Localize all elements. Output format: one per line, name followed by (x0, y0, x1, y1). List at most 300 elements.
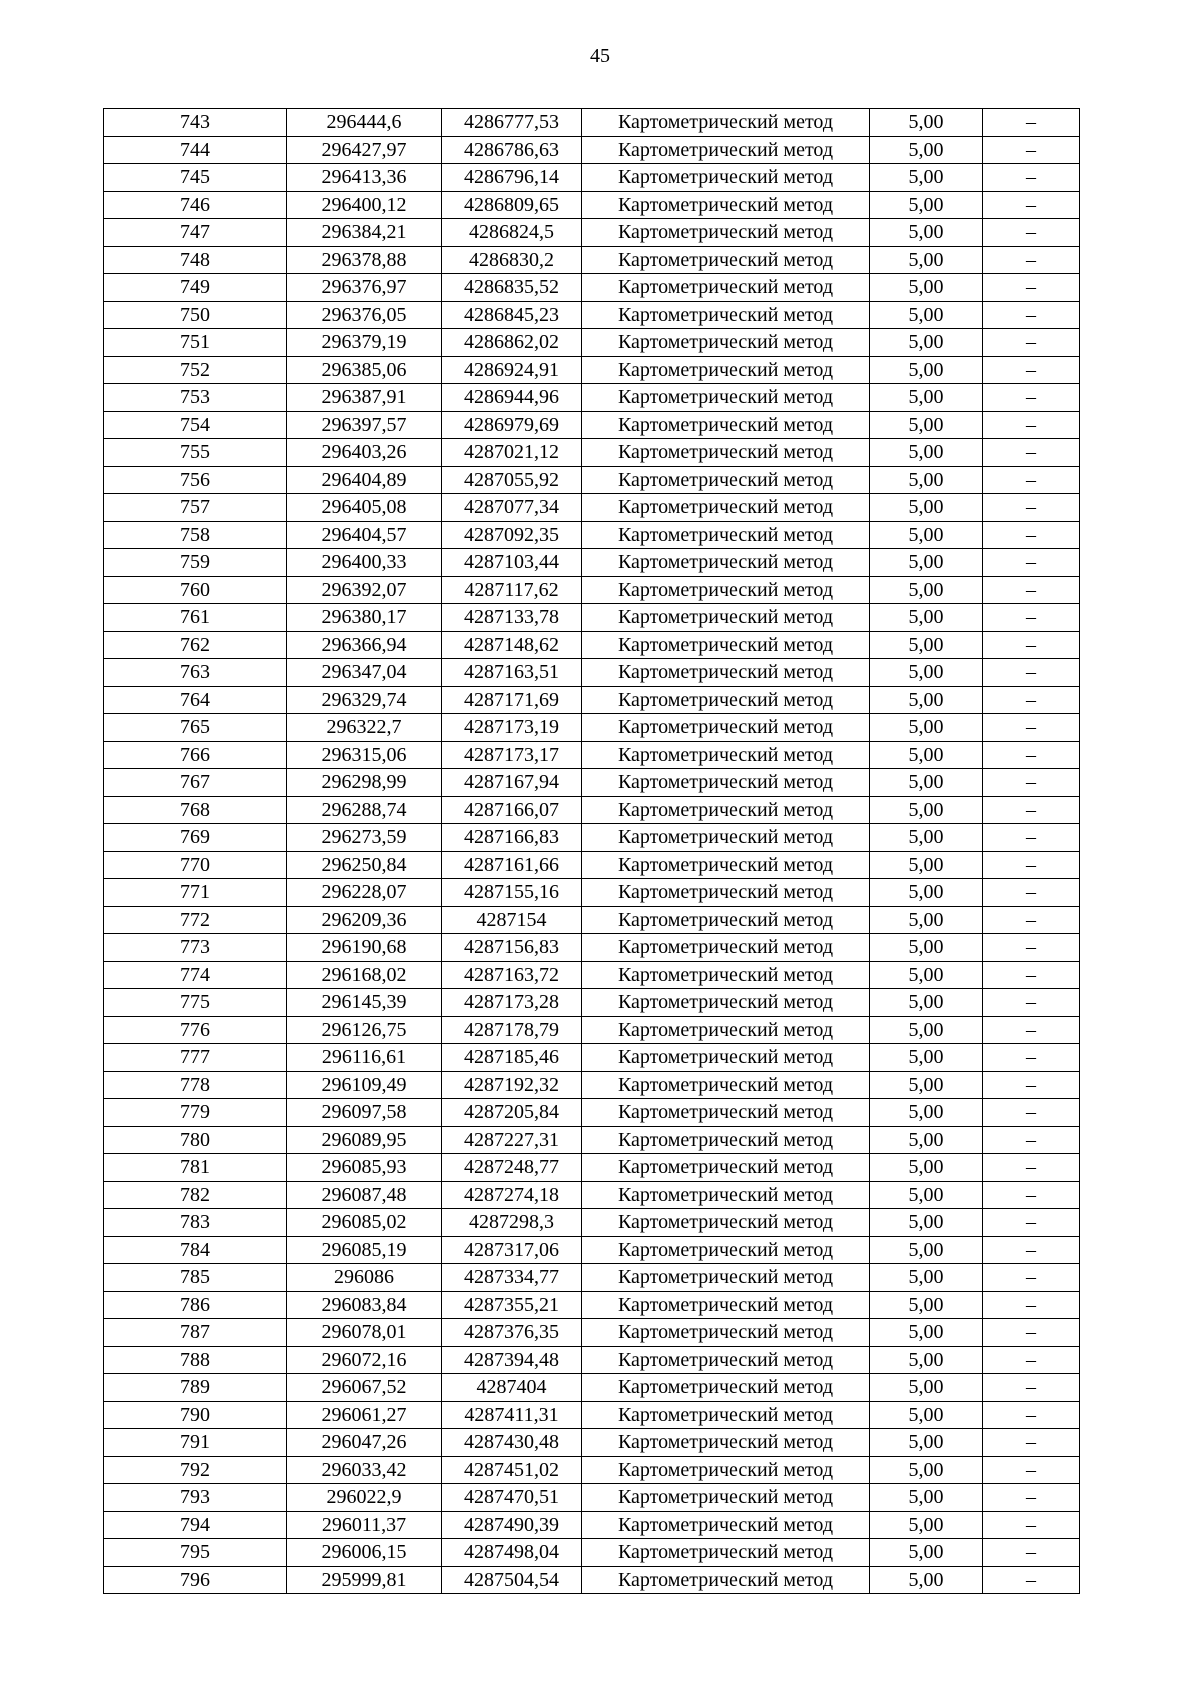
x-coordinate-cell: 296400,12 (287, 191, 442, 219)
x-coordinate-cell: 296250,84 (287, 851, 442, 879)
x-coordinate-cell: 296145,39 (287, 989, 442, 1017)
precision-cell: 5,00 (870, 219, 983, 247)
method-cell: Картометрический метод (582, 906, 870, 934)
table-row (104, 714, 1080, 742)
x-coordinate-cell: 296273,59 (287, 824, 442, 852)
method-cell: Картометрический метод (582, 549, 870, 577)
precision-cell: 5,00 (870, 521, 983, 549)
method-cell: Картометрический метод (582, 1484, 870, 1512)
precision-cell: 5,00 (870, 1264, 983, 1292)
point-number-cell: 753 (104, 384, 287, 412)
precision-cell: 5,00 (870, 191, 983, 219)
table-row (104, 1566, 1080, 1594)
point-number-cell: 790 (104, 1401, 287, 1429)
precision-cell: 5,00 (870, 686, 983, 714)
method-cell: Картометрический метод (582, 1154, 870, 1182)
method-cell: Картометрический метод (582, 934, 870, 962)
table-row (104, 549, 1080, 577)
table-row (104, 1016, 1080, 1044)
y-coordinate-cell: 4287227,31 (442, 1126, 582, 1154)
method-cell: Картометрический метод (582, 879, 870, 907)
y-coordinate-cell: 4287185,46 (442, 1044, 582, 1072)
precision-cell: 5,00 (870, 1044, 983, 1072)
x-coordinate-cell: 296347,04 (287, 659, 442, 687)
x-coordinate-cell: 296085,02 (287, 1209, 442, 1237)
x-coordinate-cell: 296298,99 (287, 769, 442, 797)
y-coordinate-cell: 4286786,63 (442, 136, 582, 164)
dash-cell: – (983, 851, 1080, 879)
dash-cell: – (983, 879, 1080, 907)
method-cell: Картометрический метод (582, 356, 870, 384)
y-coordinate-cell: 4287117,62 (442, 576, 582, 604)
precision-cell: 5,00 (870, 1209, 983, 1237)
dash-cell: – (983, 1401, 1080, 1429)
point-number-cell: 743 (104, 109, 287, 137)
x-coordinate-cell: 296444,6 (287, 109, 442, 137)
x-coordinate-cell: 296404,57 (287, 521, 442, 549)
dash-cell: – (983, 549, 1080, 577)
dash-cell: – (983, 1291, 1080, 1319)
table-row (104, 686, 1080, 714)
x-coordinate-cell: 296190,68 (287, 934, 442, 962)
method-cell: Картометрический метод (582, 824, 870, 852)
table-row (104, 1154, 1080, 1182)
x-coordinate-cell: 296126,75 (287, 1016, 442, 1044)
x-coordinate-cell: 296376,97 (287, 274, 442, 302)
precision-cell: 5,00 (870, 796, 983, 824)
y-coordinate-cell: 4287411,31 (442, 1401, 582, 1429)
precision-cell: 5,00 (870, 576, 983, 604)
y-coordinate-cell: 4287167,94 (442, 769, 582, 797)
point-number-cell: 748 (104, 246, 287, 274)
method-cell: Картометрический метод (582, 961, 870, 989)
precision-cell: 5,00 (870, 439, 983, 467)
table-row (104, 604, 1080, 632)
y-coordinate-cell: 4287163,72 (442, 961, 582, 989)
dash-cell: – (983, 301, 1080, 329)
method-cell: Картометрический метод (582, 604, 870, 632)
y-coordinate-cell: 4286830,2 (442, 246, 582, 274)
dash-cell: – (983, 1511, 1080, 1539)
precision-cell: 5,00 (870, 1126, 983, 1154)
dash-cell: – (983, 164, 1080, 192)
precision-cell: 5,00 (870, 356, 983, 384)
x-coordinate-cell: 296403,26 (287, 439, 442, 467)
point-number-cell: 780 (104, 1126, 287, 1154)
y-coordinate-cell: 4286777,53 (442, 109, 582, 137)
method-cell: Картометрический метод (582, 1511, 870, 1539)
table-row (104, 301, 1080, 329)
precision-cell: 5,00 (870, 329, 983, 357)
point-number-cell: 785 (104, 1264, 287, 1292)
precision-cell: 5,00 (870, 714, 983, 742)
y-coordinate-cell: 4287451,02 (442, 1456, 582, 1484)
method-cell: Картометрический метод (582, 466, 870, 494)
point-number-cell: 767 (104, 769, 287, 797)
point-number-cell: 752 (104, 356, 287, 384)
point-number-cell: 788 (104, 1346, 287, 1374)
method-cell: Картометрический метод (582, 1346, 870, 1374)
point-number-cell: 746 (104, 191, 287, 219)
table-row (104, 164, 1080, 192)
method-cell: Картометрический метод (582, 1126, 870, 1154)
dash-cell: – (983, 686, 1080, 714)
table-row (104, 1236, 1080, 1264)
precision-cell: 5,00 (870, 549, 983, 577)
method-cell: Картометрический метод (582, 714, 870, 742)
x-coordinate-cell: 296366,94 (287, 631, 442, 659)
dash-cell: – (983, 824, 1080, 852)
y-coordinate-cell: 4287163,51 (442, 659, 582, 687)
y-coordinate-cell: 4286809,65 (442, 191, 582, 219)
method-cell: Картометрический метод (582, 1291, 870, 1319)
method-cell: Картометрический метод (582, 191, 870, 219)
method-cell: Картометрический метод (582, 439, 870, 467)
y-coordinate-cell: 4287274,18 (442, 1181, 582, 1209)
y-coordinate-cell: 4287166,07 (442, 796, 582, 824)
precision-cell: 5,00 (870, 961, 983, 989)
x-coordinate-cell: 296380,17 (287, 604, 442, 632)
dash-cell: – (983, 439, 1080, 467)
method-cell: Картометрический метод (582, 136, 870, 164)
y-coordinate-cell: 4286796,14 (442, 164, 582, 192)
dash-cell: – (983, 1346, 1080, 1374)
table-row (104, 906, 1080, 934)
x-coordinate-cell: 296083,84 (287, 1291, 442, 1319)
method-cell: Картометрический метод (582, 1374, 870, 1402)
x-coordinate-cell: 296379,19 (287, 329, 442, 357)
dash-cell: – (983, 989, 1080, 1017)
dash-cell: – (983, 219, 1080, 247)
y-coordinate-cell: 4287504,54 (442, 1566, 582, 1594)
point-number-cell: 778 (104, 1071, 287, 1099)
precision-cell: 5,00 (870, 934, 983, 962)
y-coordinate-cell: 4287156,83 (442, 934, 582, 962)
dash-cell: – (983, 659, 1080, 687)
point-number-cell: 759 (104, 549, 287, 577)
point-number-cell: 792 (104, 1456, 287, 1484)
point-number-cell: 784 (104, 1236, 287, 1264)
y-coordinate-cell: 4287490,39 (442, 1511, 582, 1539)
x-coordinate-cell: 296109,49 (287, 1071, 442, 1099)
point-number-cell: 782 (104, 1181, 287, 1209)
table-row (104, 934, 1080, 962)
x-coordinate-cell: 296061,27 (287, 1401, 442, 1429)
method-cell: Картометрический метод (582, 1429, 870, 1457)
precision-cell: 5,00 (870, 109, 983, 137)
precision-cell: 5,00 (870, 1236, 983, 1264)
method-cell: Картометрический метод (582, 301, 870, 329)
precision-cell: 5,00 (870, 1539, 983, 1567)
table-row (104, 824, 1080, 852)
point-number-cell: 787 (104, 1319, 287, 1347)
y-coordinate-cell: 4287173,28 (442, 989, 582, 1017)
y-coordinate-cell: 4287470,51 (442, 1484, 582, 1512)
y-coordinate-cell: 4286944,96 (442, 384, 582, 412)
table-row (104, 1456, 1080, 1484)
dash-cell: – (983, 741, 1080, 769)
point-number-cell: 794 (104, 1511, 287, 1539)
x-coordinate-cell: 296085,19 (287, 1236, 442, 1264)
x-coordinate-cell: 296089,95 (287, 1126, 442, 1154)
method-cell: Картометрический метод (582, 521, 870, 549)
method-cell: Картометрический метод (582, 1319, 870, 1347)
table-row (104, 961, 1080, 989)
x-coordinate-cell: 296315,06 (287, 741, 442, 769)
method-cell: Картометрический метод (582, 109, 870, 137)
point-number-cell: 749 (104, 274, 287, 302)
y-coordinate-cell: 4287171,69 (442, 686, 582, 714)
x-coordinate-cell: 296085,93 (287, 1154, 442, 1182)
y-coordinate-cell: 4287178,79 (442, 1016, 582, 1044)
precision-cell: 5,00 (870, 879, 983, 907)
x-coordinate-cell: 296116,61 (287, 1044, 442, 1072)
page-number: 45 (590, 45, 610, 67)
y-coordinate-cell: 4286924,91 (442, 356, 582, 384)
y-coordinate-cell: 4287248,77 (442, 1154, 582, 1182)
method-cell: Картометрический метод (582, 164, 870, 192)
y-coordinate-cell: 4287376,35 (442, 1319, 582, 1347)
dash-cell: – (983, 769, 1080, 797)
point-number-cell: 773 (104, 934, 287, 962)
point-number-cell: 764 (104, 686, 287, 714)
point-number-cell: 769 (104, 824, 287, 852)
method-cell: Картометрический метод (582, 1236, 870, 1264)
y-coordinate-cell: 4287148,62 (442, 631, 582, 659)
x-coordinate-cell: 296322,7 (287, 714, 442, 742)
dash-cell: – (983, 604, 1080, 632)
precision-cell: 5,00 (870, 1429, 983, 1457)
point-number-cell: 786 (104, 1291, 287, 1319)
method-cell: Картометрический метод (582, 631, 870, 659)
table-row (104, 274, 1080, 302)
x-coordinate-cell: 296168,02 (287, 961, 442, 989)
point-number-cell: 796 (104, 1566, 287, 1594)
table-row (104, 384, 1080, 412)
dash-cell: – (983, 384, 1080, 412)
y-coordinate-cell: 4287355,21 (442, 1291, 582, 1319)
table-row (104, 136, 1080, 164)
x-coordinate-cell: 296384,21 (287, 219, 442, 247)
dash-cell: – (983, 1154, 1080, 1182)
point-number-cell: 765 (104, 714, 287, 742)
table-row (104, 1401, 1080, 1429)
x-coordinate-cell: 296078,01 (287, 1319, 442, 1347)
precision-cell: 5,00 (870, 989, 983, 1017)
table-row (104, 494, 1080, 522)
x-coordinate-cell: 295999,81 (287, 1566, 442, 1594)
dash-cell: – (983, 1099, 1080, 1127)
precision-cell: 5,00 (870, 604, 983, 632)
dash-cell: – (983, 1264, 1080, 1292)
method-cell: Картометрический метод (582, 1099, 870, 1127)
point-number-cell: 758 (104, 521, 287, 549)
y-coordinate-cell: 4287192,32 (442, 1071, 582, 1099)
coordinates-table (103, 108, 1080, 1594)
method-cell: Картометрический метод (582, 1264, 870, 1292)
point-number-cell: 791 (104, 1429, 287, 1457)
y-coordinate-cell: 4286845,23 (442, 301, 582, 329)
precision-cell: 5,00 (870, 1291, 983, 1319)
x-coordinate-cell: 296097,58 (287, 1099, 442, 1127)
point-number-cell: 757 (104, 494, 287, 522)
x-coordinate-cell: 296387,91 (287, 384, 442, 412)
point-number-cell: 762 (104, 631, 287, 659)
x-coordinate-cell: 296404,89 (287, 466, 442, 494)
method-cell: Картометрический метод (582, 246, 870, 274)
point-number-cell: 774 (104, 961, 287, 989)
precision-cell: 5,00 (870, 851, 983, 879)
x-coordinate-cell: 296405,08 (287, 494, 442, 522)
table-row (104, 411, 1080, 439)
dash-cell: – (983, 961, 1080, 989)
x-coordinate-cell: 296385,06 (287, 356, 442, 384)
dash-cell: – (983, 1236, 1080, 1264)
x-coordinate-cell: 296086 (287, 1264, 442, 1292)
point-number-cell: 779 (104, 1099, 287, 1127)
x-coordinate-cell: 296392,07 (287, 576, 442, 604)
point-number-cell: 763 (104, 659, 287, 687)
point-number-cell: 751 (104, 329, 287, 357)
point-number-cell: 771 (104, 879, 287, 907)
table-row (104, 879, 1080, 907)
method-cell: Картометрический метод (582, 494, 870, 522)
dash-cell: – (983, 494, 1080, 522)
x-coordinate-cell: 296006,15 (287, 1539, 442, 1567)
method-cell: Картометрический метод (582, 741, 870, 769)
y-coordinate-cell: 4287394,48 (442, 1346, 582, 1374)
dash-cell: – (983, 631, 1080, 659)
precision-cell: 5,00 (870, 301, 983, 329)
point-number-cell: 766 (104, 741, 287, 769)
dash-cell: – (983, 1539, 1080, 1567)
precision-cell: 5,00 (870, 1181, 983, 1209)
y-coordinate-cell: 4287334,77 (442, 1264, 582, 1292)
dash-cell: – (983, 356, 1080, 384)
dash-cell: – (983, 1374, 1080, 1402)
table-row (104, 1319, 1080, 1347)
y-coordinate-cell: 4287103,44 (442, 549, 582, 577)
point-number-cell: 768 (104, 796, 287, 824)
y-coordinate-cell: 4287173,17 (442, 741, 582, 769)
table-row (104, 329, 1080, 357)
method-cell: Картометрический метод (582, 1401, 870, 1429)
y-coordinate-cell: 4287498,04 (442, 1539, 582, 1567)
table-row (104, 659, 1080, 687)
x-coordinate-cell: 296376,05 (287, 301, 442, 329)
point-number-cell: 781 (104, 1154, 287, 1182)
method-cell: Картометрический метод (582, 659, 870, 687)
dash-cell: – (983, 1319, 1080, 1347)
table-row (104, 1429, 1080, 1457)
y-coordinate-cell: 4287404 (442, 1374, 582, 1402)
dash-cell: – (983, 329, 1080, 357)
y-coordinate-cell: 4287133,78 (442, 604, 582, 632)
dash-cell: – (983, 934, 1080, 962)
precision-cell: 5,00 (870, 384, 983, 412)
point-number-cell: 772 (104, 906, 287, 934)
table-row (104, 356, 1080, 384)
precision-cell: 5,00 (870, 741, 983, 769)
dash-cell: – (983, 1209, 1080, 1237)
precision-cell: 5,00 (870, 1456, 983, 1484)
x-coordinate-cell: 296087,48 (287, 1181, 442, 1209)
dash-cell: – (983, 246, 1080, 274)
table-row (104, 741, 1080, 769)
table-row (104, 989, 1080, 1017)
method-cell: Картометрический метод (582, 1071, 870, 1099)
dash-cell: – (983, 1181, 1080, 1209)
precision-cell: 5,00 (870, 1566, 983, 1594)
precision-cell: 5,00 (870, 1154, 983, 1182)
precision-cell: 5,00 (870, 1346, 983, 1374)
x-coordinate-cell: 296067,52 (287, 1374, 442, 1402)
y-coordinate-cell: 4286979,69 (442, 411, 582, 439)
point-number-cell: 750 (104, 301, 287, 329)
precision-cell: 5,00 (870, 246, 983, 274)
table-row (104, 576, 1080, 604)
y-coordinate-cell: 4287173,19 (442, 714, 582, 742)
method-cell: Картометрический метод (582, 329, 870, 357)
point-number-cell: 744 (104, 136, 287, 164)
point-number-cell: 775 (104, 989, 287, 1017)
precision-cell: 5,00 (870, 1071, 983, 1099)
method-cell: Картометрический метод (582, 1181, 870, 1209)
x-coordinate-cell: 296022,9 (287, 1484, 442, 1512)
table-row (104, 851, 1080, 879)
y-coordinate-cell: 4287317,06 (442, 1236, 582, 1264)
precision-cell: 5,00 (870, 659, 983, 687)
y-coordinate-cell: 4287205,84 (442, 1099, 582, 1127)
precision-cell: 5,00 (870, 1484, 983, 1512)
x-coordinate-cell: 296397,57 (287, 411, 442, 439)
point-number-cell: 783 (104, 1209, 287, 1237)
precision-cell: 5,00 (870, 1099, 983, 1127)
x-coordinate-cell: 296033,42 (287, 1456, 442, 1484)
point-number-cell: 789 (104, 1374, 287, 1402)
dash-cell: – (983, 136, 1080, 164)
precision-cell: 5,00 (870, 824, 983, 852)
table-row (104, 1346, 1080, 1374)
method-cell: Картометрический метод (582, 1209, 870, 1237)
y-coordinate-cell: 4286824,5 (442, 219, 582, 247)
precision-cell: 5,00 (870, 769, 983, 797)
point-number-cell: 745 (104, 164, 287, 192)
table-row (104, 769, 1080, 797)
point-number-cell: 761 (104, 604, 287, 632)
method-cell: Картометрический метод (582, 1456, 870, 1484)
dash-cell: – (983, 466, 1080, 494)
dash-cell: – (983, 906, 1080, 934)
precision-cell: 5,00 (870, 1401, 983, 1429)
dash-cell: – (983, 274, 1080, 302)
point-number-cell: 770 (104, 851, 287, 879)
table-row (104, 246, 1080, 274)
y-coordinate-cell: 4286862,02 (442, 329, 582, 357)
x-coordinate-cell: 296288,74 (287, 796, 442, 824)
method-cell: Картометрический метод (582, 219, 870, 247)
point-number-cell: 756 (104, 466, 287, 494)
table-row (104, 1044, 1080, 1072)
dash-cell: – (983, 1566, 1080, 1594)
precision-cell: 5,00 (870, 136, 983, 164)
table-row (104, 439, 1080, 467)
point-number-cell: 793 (104, 1484, 287, 1512)
y-coordinate-cell: 4287055,92 (442, 466, 582, 494)
dash-cell: – (983, 411, 1080, 439)
method-cell: Картометрический метод (582, 576, 870, 604)
dash-cell: – (983, 576, 1080, 604)
